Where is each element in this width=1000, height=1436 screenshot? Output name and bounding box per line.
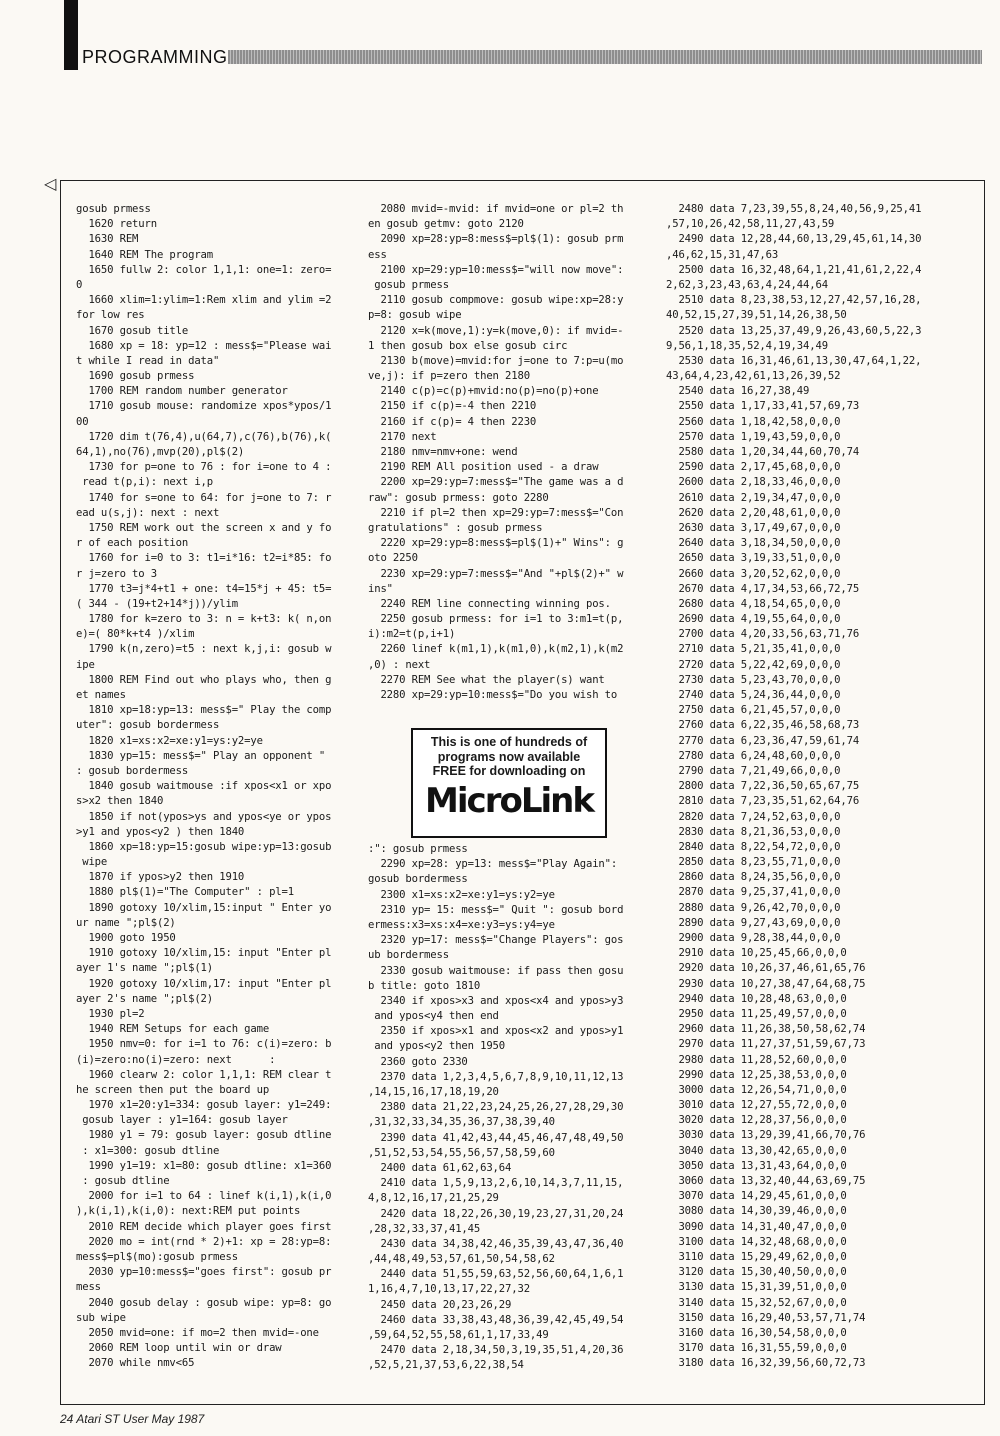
code-line: 3040 data 13,30,42,65,0,0,0	[666, 1144, 847, 1157]
code-line: 2500 data 16,32,48,64,1,21,41,61,2,22,4	[666, 263, 922, 276]
code-line: e)=( 80*k+t4 )/xlim	[76, 628, 195, 641]
code-line: 2430 data 34,38,42,46,35,39,43,47,36,40	[368, 1237, 624, 1250]
code-line: 2520 data 13,25,37,49,9,26,43,60,5,22,3	[666, 324, 922, 337]
listing-column-3	[666, 202, 966, 1371]
code-line: 1760 for i=0 to 3: t1=i*16: t2=i*85: fo	[76, 552, 332, 565]
code-line: 1720 dim t(76,4),u(64,7),c(76),b(76),k(	[76, 430, 332, 443]
code-line: s>x2 then 1840	[76, 795, 164, 808]
code-line: read t(p,i): next i,p	[76, 476, 214, 489]
code-line: 2410 data 1,5,9,13,2,6,10,14,3,7,11,15,	[368, 1177, 624, 1190]
code-line: 2830 data 8,21,36,53,0,0,0	[666, 825, 841, 838]
code-line: 2880 data 9,26,42,70,0,0,0	[666, 901, 841, 914]
code-line: 2850 data 8,23,55,71,0,0,0	[666, 856, 841, 869]
code-line: gratulations" : gosub prmess	[368, 521, 543, 534]
code-line: ipe	[76, 658, 95, 671]
microlink-logo: MicroLink	[425, 780, 593, 821]
code-line: 3010 data 12,27,55,72,0,0,0	[666, 1099, 847, 1112]
code-line: sub wipe	[76, 1311, 126, 1324]
code-line: 2570 data 1,19,43,59,0,0,0	[666, 430, 841, 443]
code-line: oto 2250	[368, 552, 418, 565]
code-line: 00	[76, 415, 89, 428]
code-line: ermess:x3=xs:x4=xe:y3=ys:y4=ye	[368, 918, 555, 931]
code-line: 2030 yp=10:mess$="goes first": gosub pr	[76, 1266, 332, 1279]
code-line: 1850 if not(ypos>ys and ypos<ye or ypos	[76, 810, 332, 823]
code-line: 2170 next	[368, 430, 437, 443]
code-line: 2440 data 51,55,59,63,52,56,60,64,1,6,1	[368, 1268, 624, 1281]
code-line: 3120 data 15,30,40,50,0,0,0	[666, 1266, 847, 1279]
header-rule	[228, 50, 982, 64]
code-line: 2620 data 2,20,48,61,0,0,0	[666, 506, 841, 519]
code-line: 2180 nmv=nmv+one: wend	[368, 446, 518, 458]
code-line: 2670 data 4,17,34,53,66,72,75	[666, 582, 860, 595]
notice-text	[413, 730, 605, 779]
code-line: 2690 data 4,19,55,64,0,0,0	[666, 613, 841, 626]
code-line: 3160 data 16,30,54,58,0,0,0	[666, 1326, 847, 1339]
code-line: 2720 data 5,22,42,69,0,0,0	[666, 658, 841, 671]
code-line: ),k(i,1),k(i,0): next:REM put points	[76, 1205, 301, 1218]
code-line: 2060 REM loop until win or draw	[76, 1342, 282, 1355]
notice-line: FREE for downloading on	[432, 764, 586, 778]
code-line: 2100 xp=29:yp=10:mess$="will now move":	[368, 263, 624, 276]
code-line: 1830 yp=15: mess$=" Play an opponent "	[76, 749, 326, 762]
listing-column-2-top	[368, 202, 658, 703]
continuation-arrow-icon: ◁	[44, 174, 57, 193]
code-line: 2510 data 8,23,38,53,12,27,42,57,16,28,	[666, 294, 922, 307]
code-line: 1 then gosub box else gosub circ	[368, 339, 568, 352]
code-line: 2770 data 6,23,36,47,59,61,74	[666, 734, 860, 747]
code-line: 2480 data 7,23,39,55,8,24,40,56,9,25,41	[666, 203, 922, 215]
code-line: 2700 data 4,20,33,56,63,71,76	[666, 628, 860, 641]
code-line: gosub layer : y1=164: gosub layer	[76, 1114, 288, 1127]
code-line: 2920 data 10,26,37,46,61,65,76	[666, 962, 866, 975]
code-line: gosub bordermess	[368, 873, 468, 886]
code-line: 1840 gosub waitmouse :if xpos<x1 or xpo	[76, 780, 332, 793]
code-line: 1730 for p=one to 76 : for i=one to 4 :	[76, 461, 332, 474]
code-line: 3090 data 14,31,40,47,0,0,0	[666, 1220, 847, 1233]
code-line: ins"	[368, 582, 393, 595]
code-line: 1650 fullw 2: color 1,1,1: one=1: zero=	[76, 263, 332, 276]
code-line: 2360 goto 2330	[368, 1055, 468, 1068]
code-line: 2970 data 11,27,37,51,59,67,73	[666, 1038, 866, 1051]
code-line: and ypos<y4 then end	[368, 1010, 499, 1023]
code-line: 2780 data 6,24,48,60,0,0,0	[666, 749, 841, 762]
code-line: mess$=pl$(mo):gosub prmess	[76, 1250, 238, 1263]
code-line: 2910 data 10,25,45,66,0,0,0	[666, 947, 847, 960]
code-line: 1790 k(n,zero)=t5 : next k,j,i: gosub w	[76, 643, 332, 656]
code-line: 3150 data 16,29,40,53,57,71,74	[666, 1311, 866, 1324]
code-line: : gosub bordermess	[76, 764, 189, 777]
code-line: 1810 xp=18:yp=13: mess$=" Play the comp	[76, 704, 332, 717]
code-line: 2190 REM All position used - a draw	[368, 461, 599, 474]
code-line: 2020 mo = int(rnd * 2)+1: xp = 28:yp=8:	[76, 1235, 332, 1248]
code-line: 2740 data 5,24,36,44,0,0,0	[666, 689, 841, 701]
code-line: 2310 yp= 15: mess$=" Quit ": gosub bord	[368, 903, 624, 916]
code-line: ( 344 - (19+t2+14*j))/ylim	[76, 597, 238, 610]
code-line: r of each position	[76, 537, 189, 550]
header-bar-mark	[64, 0, 78, 70]
code-line: ,57,10,26,42,58,11,27,43,59	[666, 218, 835, 231]
code-line: 2300 x1=xs:x2=xe:y1=ys:y2=ye	[368, 888, 555, 901]
code-line: 2530 data 16,31,46,61,13,30,47,64,1,22,	[666, 354, 922, 367]
code-line: 2330 gosub waitmouse: if pass then gosu	[368, 964, 624, 977]
code-line: 2760 data 6,22,35,46,58,68,73	[666, 719, 860, 732]
code-line: 3100 data 14,32,48,68,0,0,0	[666, 1235, 847, 1248]
code-line: 9,56,1,18,35,52,4,19,34,49	[666, 339, 828, 352]
code-line: 2090 xp=28:yp=8:mess$=pl$(1): gosub prm	[368, 233, 624, 246]
code-line: ,0) : next	[368, 658, 431, 671]
code-line: 2110 gosub compmove: gosub wipe:xp=28:y	[368, 294, 624, 307]
code-line: 1750 REM work out the screen x and y fo	[76, 521, 332, 534]
code-line: 2290 xp=28: yp=13: mess$="Play Again":	[368, 858, 618, 871]
notice-line: This is one of hundreds of	[430, 735, 588, 749]
code-line: t while I read in data"	[76, 354, 220, 367]
code-line: 2710 data 5,21,35,41,0,0,0	[666, 643, 841, 656]
code-line: 4,8,12,16,17,21,25,29	[368, 1192, 499, 1205]
code-line: 1920 gotoxy 10/xlim,17: input "Enter pl	[76, 977, 332, 990]
code-line: 1,16,4,7,10,13,17,22,27,32	[368, 1283, 530, 1296]
code-line: 2490 data 12,28,44,60,13,29,45,61,14,30	[666, 233, 922, 246]
code-line: : x1=300: gosub dtline	[76, 1144, 220, 1157]
code-line: 2640 data 3,18,34,50,0,0,0	[666, 537, 841, 550]
code-line: 2470 data 2,18,34,50,3,19,35,51,4,20,36	[368, 1344, 624, 1357]
code-line: 1700 REM random number generator	[76, 385, 288, 398]
code-line: 2230 xp=29:yp=7:mess$="And "+pl$(2)+" w	[368, 567, 624, 580]
section-title: PROGRAMMING	[82, 47, 228, 67]
code-line: 2680 data 4,18,54,65,0,0,0	[666, 597, 841, 610]
code-line: ,31,32,33,34,35,36,37,38,39,40	[368, 1116, 555, 1129]
code-line: 0	[76, 278, 83, 291]
code-line: 2340 if xpos>x3 and xpos<x4 and ypos>y3	[368, 994, 624, 1007]
code-line: 2420 data 18,22,26,30,19,23,27,31,20,24	[368, 1207, 624, 1220]
code-line: 43,64,4,23,42,61,13,26,39,52	[666, 370, 841, 383]
code-line: ur name ";pl$(2)	[76, 916, 176, 929]
code-line: 2950 data 11,25,49,57,0,0,0	[666, 1007, 847, 1020]
code-line: 64,1),no(76),mvp(20),pl$(2)	[76, 446, 245, 458]
notice-line: programs now available	[437, 749, 581, 764]
code-line: 2280 xp=29:yp=10:mess$="Do you wish to	[368, 689, 618, 701]
code-line: 2010 REM decide which player goes first	[76, 1220, 332, 1233]
code-line: 3180 data 16,32,39,56,60,72,73	[666, 1357, 866, 1370]
code-line: 2790 data 7,21,49,66,0,0,0	[666, 764, 841, 777]
code-line: 2930 data 10,27,38,47,64,68,75	[666, 977, 866, 990]
code-line: 2890 data 9,27,43,69,0,0,0	[666, 916, 841, 929]
code-line: 2080 mvid=-mvid: if mvid=one or pl=2 th	[368, 203, 624, 215]
code-line: 2380 data 21,22,23,24,25,26,27,28,29,30	[368, 1101, 624, 1114]
code-line: 2040 gosub delay : gosub wipe: yp=8: go	[76, 1296, 332, 1309]
code-line: 2820 data 7,24,52,63,0,0,0	[666, 810, 841, 823]
code-line: ve,j): if p=zero then 2180	[368, 370, 530, 383]
code-line: 1660 xlim=1:ylim=1:Rem xlim and ylim =2	[76, 294, 332, 307]
code-line: for low res	[76, 309, 145, 322]
code-line: 3110 data 15,29,49,62,0,0,0	[666, 1250, 847, 1263]
code-line: 2120 x=k(move,1):y=k(move,0): if mvid=-	[368, 324, 624, 337]
code-line: (i)=zero:no(i)=zero: next :	[76, 1053, 276, 1066]
code-line: 2070 while nmv<65	[76, 1357, 195, 1370]
code-line: 1690 gosub prmess	[76, 370, 195, 383]
code-line: 2220 xp=29:yp=8:mess$=pl$(1)+" Wins": g	[368, 537, 624, 550]
code-line: he screen then put the board up	[76, 1083, 270, 1096]
code-line: 2130 b(move)=mvid:for j=one to 7:p=u(mo	[368, 354, 624, 367]
code-line: 2980 data 11,28,52,60,0,0,0	[666, 1053, 847, 1066]
code-line: 2870 data 9,25,37,41,0,0,0	[666, 886, 841, 899]
code-line: en gosub getmv: goto 2120	[368, 218, 524, 231]
code-line: ,14,15,16,17,18,19,20	[368, 1086, 499, 1098]
code-line: ub bordermess	[368, 949, 449, 962]
code-line: 3140 data 15,32,52,67,0,0,0	[666, 1296, 847, 1309]
code-line: 2160 if c(p)= 4 then 2230	[368, 415, 537, 428]
code-line: 2750 data 6,21,45,57,0,0,0	[666, 704, 841, 717]
code-line: 1670 gosub title	[76, 324, 189, 337]
code-line: 3060 data 13,32,40,44,63,69,75	[666, 1175, 866, 1187]
code-line: >y1 and ypos<y2 ) then 1840	[76, 825, 245, 838]
code-line: 3070 data 14,29,45,61,0,0,0	[666, 1190, 847, 1203]
page-footer: 24 Atari ST User May 1987	[60, 1412, 205, 1426]
code-line: i):m2=t(p,i+1)	[368, 628, 456, 641]
code-line: 1990 y1=19: x1=80: gosub dtline: x1=360	[76, 1159, 332, 1172]
code-line: 3030 data 13,29,39,41,66,70,76	[666, 1129, 866, 1142]
code-line: 2580 data 1,20,34,44,60,70,74	[666, 446, 860, 458]
code-line: 2000 for i=1 to 64 : linef k(i,1),k(i,0	[76, 1190, 332, 1203]
listing-column-2-bottom	[368, 842, 658, 1374]
code-line: 2600 data 2,18,33,46,0,0,0	[666, 476, 841, 489]
code-line: 1910 gotoxy 10/xlim,15: input "Enter pl	[76, 947, 332, 960]
code-line: 2400 data 61,62,63,64	[368, 1161, 512, 1174]
code-line: 2210 if pl=2 then xp=29:yp=7:mess$="Con	[368, 506, 624, 519]
code-line: p=8: gosub wipe	[368, 309, 462, 322]
code-line: ,51,52,53,54,55,56,57,58,59,60	[368, 1146, 555, 1159]
code-line: 3170 data 16,31,55,59,0,0,0	[666, 1342, 847, 1355]
code-line: 2450 data 20,23,26,29	[368, 1298, 512, 1311]
code-line: 2650 data 3,19,33,51,0,0,0	[666, 552, 841, 565]
code-line: : gosub dtline	[76, 1175, 170, 1187]
code-line: 2200 xp=29:yp=7:mess$="The game was a d	[368, 476, 624, 489]
code-line: 2990 data 12,25,38,53,0,0,0	[666, 1068, 847, 1081]
code-line: ayer 1's name ";pl$(1)	[76, 962, 214, 975]
code-line: 2840 data 8,22,54,72,0,0,0	[666, 840, 841, 853]
code-line: 3000 data 12,26,54,71,0,0,0	[666, 1083, 847, 1096]
code-line: 1950 nmv=0: for i=1 to 76: c(i)=zero: b	[76, 1038, 332, 1051]
code-line: 1770 t3=j*4+t1 + one: t4=15*j + 45: t5=	[76, 582, 332, 595]
code-line: 40,52,15,27,39,51,14,26,38,50	[666, 309, 847, 322]
code-line: 1960 clearw 2: color 1,1,1: REM clear t	[76, 1068, 332, 1081]
code-line: r j=zero to 3	[76, 567, 157, 580]
code-line: ,46,62,15,31,47,63	[666, 248, 779, 261]
code-line: 2960 data 11,26,38,50,58,62,74	[666, 1023, 866, 1036]
code-line: 3020 data 12,28,37,56,0,0,0	[666, 1114, 847, 1127]
code-line: 2260 linef k(m1,1),k(m1,0),k(m2,1),k(m2	[368, 643, 624, 656]
code-line: 2610 data 2,19,34,47,0,0,0	[666, 491, 841, 504]
code-line: 2730 data 5,23,43,70,0,0,0	[666, 673, 841, 686]
code-line: 2,62,3,23,43,63,4,24,44,64	[666, 278, 828, 291]
code-line: 2370 data 1,2,3,4,5,6,7,8,9,10,11,12,13	[368, 1070, 624, 1083]
code-line: gosub prmess	[76, 203, 151, 215]
code-line: 2320 yp=17: mess$="Change Players": gos	[368, 934, 624, 947]
code-line: 1740 for s=one to 64: for j=one to 7: r	[76, 491, 332, 504]
code-line: 2560 data 1,18,42,58,0,0,0	[666, 415, 841, 428]
code-line: b title: goto 1810	[368, 979, 481, 992]
code-line: 2810 data 7,23,35,51,62,64,76	[666, 795, 860, 808]
code-line: 2590 data 2,17,45,68,0,0,0	[666, 461, 841, 474]
code-line: 2250 gosub prmess: for i=1 to 3:m1=t(p,	[368, 613, 624, 626]
code-line: 1940 REM Setups for each game	[76, 1023, 270, 1036]
code-line: 1710 gosub mouse: randomize xpos*ypos/1	[76, 400, 332, 413]
code-line: 1860 xp=18:yp=15:gosub wipe:yp=13:gosub	[76, 840, 332, 853]
code-line: 1630 REM	[76, 233, 139, 246]
code-line: 2630 data 3,17,49,67,0,0,0	[666, 521, 841, 534]
code-line: 2150 if c(p)=-4 then 2210	[368, 400, 537, 413]
code-line: raw": gosub prmess: goto 2280	[368, 491, 549, 504]
code-line: 1900 goto 1950	[76, 932, 176, 944]
code-line: 2350 if xpos>x1 and xpos<x2 and ypos>y1	[368, 1025, 624, 1038]
code-line: 2270 REM See what the player(s) want	[368, 673, 605, 686]
code-line: 2460 data 33,38,43,48,36,39,42,45,49,54	[368, 1313, 624, 1326]
code-line: 2140 c(p)=c(p)+mvid:no(p)=no(p)+one	[368, 385, 599, 398]
code-line: ess	[368, 248, 387, 261]
code-line: :": gosub prmess	[368, 843, 468, 855]
listing-column-1	[76, 202, 362, 1371]
code-line: 2940 data 10,28,48,63,0,0,0	[666, 992, 847, 1005]
code-line: 1680 xp = 18: yp=12 : mess$="Please wai	[76, 339, 332, 352]
code-line: 2050 mvid=one: if mo=2 then mvid=-one	[76, 1326, 319, 1339]
code-line: gosub prmess	[368, 278, 449, 291]
code-line: 2390 data 41,42,43,44,45,46,47,48,49,50	[368, 1131, 624, 1144]
code-line: ead u(s,j): next : next	[76, 506, 220, 519]
code-line: et names	[76, 689, 126, 701]
code-line: 2550 data 1,17,33,41,57,69,73	[666, 400, 860, 413]
code-line: wipe	[76, 856, 108, 869]
code-line: ,59,64,52,55,58,61,1,17,33,49	[368, 1329, 549, 1341]
code-line: 1620 return	[76, 218, 157, 231]
code-line: 1870 if ypos>y2 then 1910	[76, 871, 245, 884]
code-line: 1880 pl$(1)="The Computer" : pl=1	[76, 886, 294, 899]
code-line: 1970 x1=20:y1=334: gosub layer: y1=249:	[76, 1099, 332, 1112]
code-line: 2900 data 9,28,38,44,0,0,0	[666, 932, 841, 944]
code-line: 3130 data 15,31,39,51,0,0,0	[666, 1281, 847, 1294]
code-line: 2660 data 3,20,52,62,0,0,0	[666, 567, 841, 580]
microlink-notice	[411, 728, 607, 838]
code-line: mess	[76, 1281, 101, 1294]
code-line: 2540 data 16,27,38,49	[666, 385, 810, 398]
code-line: 2860 data 8,24,35,56,0,0,0	[666, 871, 841, 884]
page-header	[82, 44, 982, 70]
code-line: ,52,5,21,37,53,6,22,38,54	[368, 1359, 524, 1372]
code-line: 2240 REM line connecting winning pos.	[368, 597, 611, 610]
code-line: 3080 data 14,30,39,46,0,0,0	[666, 1205, 847, 1218]
code-line: 1640 REM The program	[76, 248, 214, 261]
code-line: ,44,48,49,53,57,61,50,54,58,62	[368, 1253, 555, 1266]
code-line: 1800 REM Find out who plays who, then g	[76, 673, 332, 686]
code-line: ,28,32,33,37,41,45	[368, 1222, 481, 1235]
code-line: 1930 pl=2	[76, 1007, 145, 1020]
code-line: and ypos<y2 then 1950	[368, 1040, 506, 1053]
code-line: 1780 for k=zero to 3: n = k+t3: k( n,on	[76, 613, 332, 626]
code-line: 3050 data 13,31,43,64,0,0,0	[666, 1159, 847, 1172]
code-line: ayer 2's name ";pl$(2)	[76, 992, 214, 1005]
code-line: 1820 x1=xs:x2=xe:y1=ys:y2=ye	[76, 734, 263, 747]
code-line: 2800 data 7,22,36,50,65,67,75	[666, 780, 860, 793]
code-line: 1890 gotoxy 10/xlim,15:input " Enter yo	[76, 901, 332, 914]
code-line: 1980 y1 = 79: gosub layer: gosub dtline	[76, 1129, 332, 1142]
code-line: uter": gosub bordermess	[76, 719, 220, 732]
